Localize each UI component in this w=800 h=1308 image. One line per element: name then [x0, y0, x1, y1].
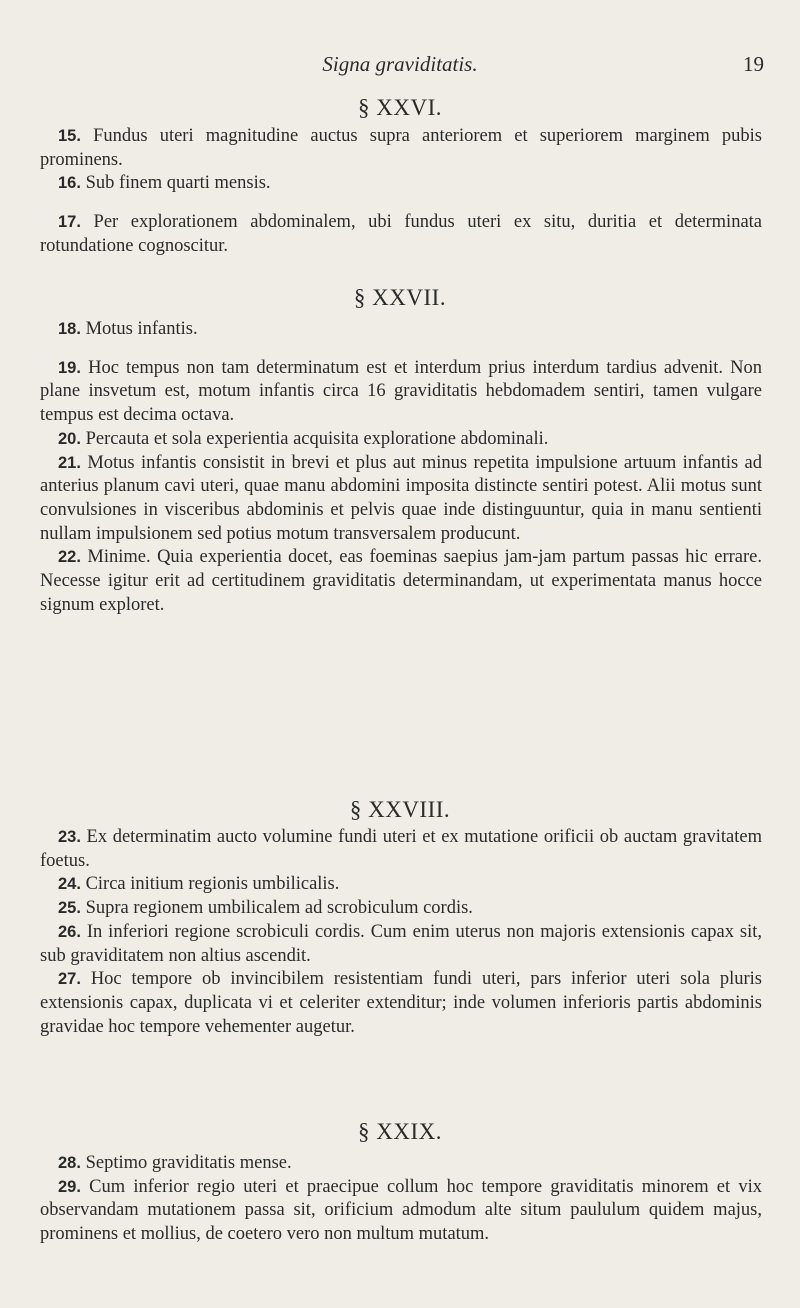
numbered-paragraph	[40, 873, 762, 897]
paragraph-number: 26.	[58, 922, 81, 941]
paragraph-number: 22.	[58, 548, 81, 567]
numbered-paragraph	[40, 125, 762, 172]
section-body	[40, 318, 762, 617]
numbered-paragraph	[40, 428, 762, 452]
paragraph-text: Per explorationem abdominalem, ubi fundus uteri ex situ, duritia et determinata rotundatione cognoscitur.	[40, 212, 763, 256]
paragraph-text: Ex determinatim aucto volumine fundi uteri et ex mutatione orificii ob auctam gravitatem foetus.	[40, 827, 763, 871]
paragraph-number: 27.	[58, 970, 81, 989]
paragraph-text: Hoc tempus non tam determinatum est et interdum prius interdum tardius advenit. Non plane insvetum est, motum infantis circa 16 graviditatis hebdomadem sentiri, tamen vulgare tempus est decima octava.	[40, 357, 762, 426]
paragraph-text: Minime. Quia experientia docet, eas foeminas saepius jam-jam partum passas hic errare. Necesse igitur erit ad certitudinem graviditatis determinandam, ut experimentata manus hocce signum exploret.	[40, 547, 762, 615]
paragraph-text: Circa initium regionis umbilicalis.	[85, 874, 340, 895]
paragraph-text: Septimo graviditatis mense.	[85, 1153, 292, 1173]
numbered-paragraph	[40, 1176, 762, 1247]
section-heading: § XXVIII.	[349, 797, 451, 822]
numbered-paragraph	[40, 826, 762, 873]
paragraph-text: Hoc tempore ob invincibilem resistentiam fundi uteri, pars inferior uteri sola pluris extensionis capax, duplicata vi et celeriter extenditur; inde volumen inferioris partis abdominis gravidae hoc tempore vehementer augetur.	[40, 969, 762, 1037]
paragraph-number: 29.	[58, 1177, 81, 1196]
section-body	[40, 125, 762, 259]
running-title: Signa graviditatis.	[322, 52, 478, 76]
section-body	[40, 1152, 762, 1247]
section-heading: § XXVII.	[353, 285, 447, 310]
paragraph-number: 20.	[58, 429, 81, 448]
paragraph-number: 18.	[58, 320, 81, 338]
numbered-paragraph	[40, 1152, 762, 1176]
numbered-paragraph	[40, 211, 762, 258]
section-heading: § XXIX.	[358, 1119, 442, 1144]
page-number: 19	[743, 52, 764, 76]
paragraph-text: Sub finem quarti mensis.	[85, 173, 271, 194]
paragraph-text: In inferiori regione scrobiculi cordis. Cum enim uterus non majoris extensionis capax sit, sub graviditatem non altius ascendit.	[40, 921, 763, 966]
numbered-paragraph	[40, 921, 762, 968]
numbered-paragraph	[40, 897, 762, 921]
paragraph-text: Percauta et sola experientia acquisita exploratione abdominali.	[85, 428, 549, 449]
paragraph-number: 16.	[58, 174, 81, 193]
numbered-paragraph	[40, 172, 762, 196]
numbered-paragraph	[40, 452, 762, 547]
paragraph-number: 15.	[58, 127, 81, 145]
section-heading: § XXVI.	[358, 95, 442, 120]
paragraph-text: Cum inferior regio uteri et praecipue collum hoc tempore graviditatis minorem et vix observandam mutationem passa sit, orificium admodum alte situm paululum quidem majus, prominens et mollius, de coetero vero non multum mutatum.	[40, 1176, 762, 1245]
paragraph-number: 24.	[58, 875, 81, 894]
paragraph-text: Motus infantis consistit in brevi et plus aut minus repetita impulsione artuum infantis ad anterius planum cavi uteri, quae manu abdomini imposita distincte sentiri potest. Alii motus sunt convulsiones in visceribus abdominis et pelvis quae inde distinguuntur, quia in manu sentienti nullam impulsionem sed potius motum transversalem producunt.	[40, 452, 762, 544]
paragraph-text: Supra regionem umbilicalem ad scrobiculum cordis.	[85, 898, 473, 919]
paragraph-number: 28.	[58, 1154, 81, 1172]
paragraph-text: Fundus uteri magnitudine auctus supra anteriorem et superiorem marginem pubis prominens.	[40, 126, 762, 170]
numbered-paragraph	[40, 318, 762, 342]
paragraph-number: 25.	[58, 899, 81, 918]
paragraph-text: Motus infantis.	[85, 319, 198, 339]
paragraph-number: 23.	[58, 828, 81, 846]
paragraph-number: 17.	[58, 213, 81, 232]
numbered-paragraph	[40, 968, 762, 1039]
numbered-paragraph	[40, 357, 762, 428]
paragraph-number: 21.	[58, 453, 81, 472]
numbered-paragraph	[40, 546, 762, 617]
paragraph-number: 19.	[58, 358, 81, 377]
section-body	[40, 826, 762, 1039]
